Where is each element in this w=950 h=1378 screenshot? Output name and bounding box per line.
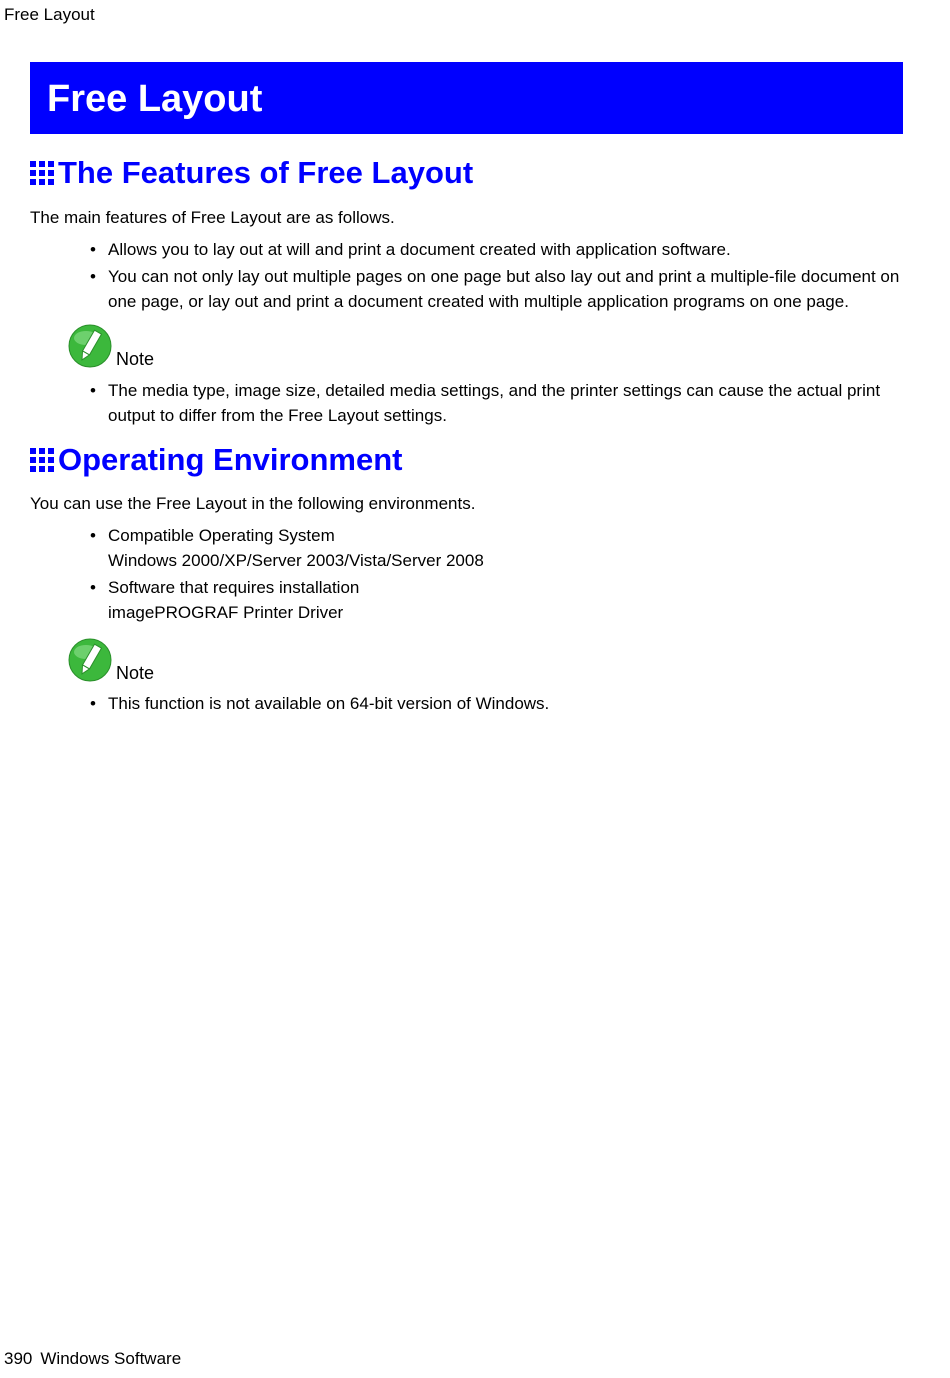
- page-number: 390: [4, 1349, 33, 1368]
- list-item-text: This function is not available on 64-bit version of Windows.: [108, 694, 550, 713]
- section-heading-text: The Features of Free Layout: [58, 155, 474, 190]
- list-item-detail: imagePROGRAF Printer Driver: [108, 603, 344, 622]
- grid-icon: [30, 161, 54, 185]
- list-item: • The media type, image size, detailed media settings, and the printer settings can cause the actual print output to differ from the Free Layout settings.: [90, 381, 881, 425]
- section-intro: The main features of Free Layout are as follows.: [30, 208, 395, 227]
- list-item-title: Compatible Operating System: [108, 526, 335, 545]
- running-header: Free Layout: [4, 5, 95, 24]
- section-intro: You can use the Free Layout in the following environments.: [30, 494, 476, 513]
- note-header: [68, 638, 154, 682]
- page-title: Free Layout: [47, 78, 263, 120]
- pencil-icon: [68, 324, 112, 368]
- list-item: • Allows you to lay out at will and print a document created with application software.: [90, 240, 731, 259]
- note-header: [68, 324, 154, 368]
- section-heading-environment: [30, 442, 402, 478]
- list-item-title: Software that requires installation: [108, 578, 360, 597]
- environment-list: [90, 523, 910, 627]
- title-bar: [30, 62, 903, 134]
- list-item-detail: Windows 2000/XP/Server 2003/Vista/Server 2008: [108, 551, 484, 570]
- section-heading-text: Operating Environment: [58, 442, 403, 477]
- pencil-icon: [68, 638, 112, 682]
- note-label: Note: [116, 349, 155, 369]
- list-item: • Software that requires installation imagePROGRAF Printer Driver: [90, 575, 910, 625]
- grid-icon: [30, 448, 54, 472]
- list-item-text: You can not only lay out multiple pages on one page but also lay out and print a multiple-file document on one page, or lay out and print a document created with multiple application programs on one page.: [108, 267, 900, 311]
- note-list: [90, 691, 910, 718]
- list-item: • This function is not available on 64-bit version of Windows.: [90, 694, 550, 713]
- page-footer: [4, 1349, 181, 1369]
- footer-section: Windows Software: [40, 1349, 182, 1368]
- note-list: [90, 378, 910, 430]
- feature-list: [90, 237, 910, 316]
- list-item: • Compatible Operating System Windows 2000/XP/Server 2003/Vista/Server 2008: [90, 523, 910, 573]
- list-item: • You can not only lay out multiple pages on one page but also lay out and print a multiple-file document on one page, or lay out and print a document created with multiple application programs on one page.: [90, 267, 900, 311]
- list-item-text: Allows you to lay out at will and print a document created with application software.: [108, 240, 731, 259]
- list-item-text: The media type, image size, detailed media settings, and the printer settings can cause the actual print output to differ from the Free Layout settings.: [108, 381, 881, 425]
- section-heading-features: [30, 155, 473, 191]
- note-label: Note: [116, 663, 155, 683]
